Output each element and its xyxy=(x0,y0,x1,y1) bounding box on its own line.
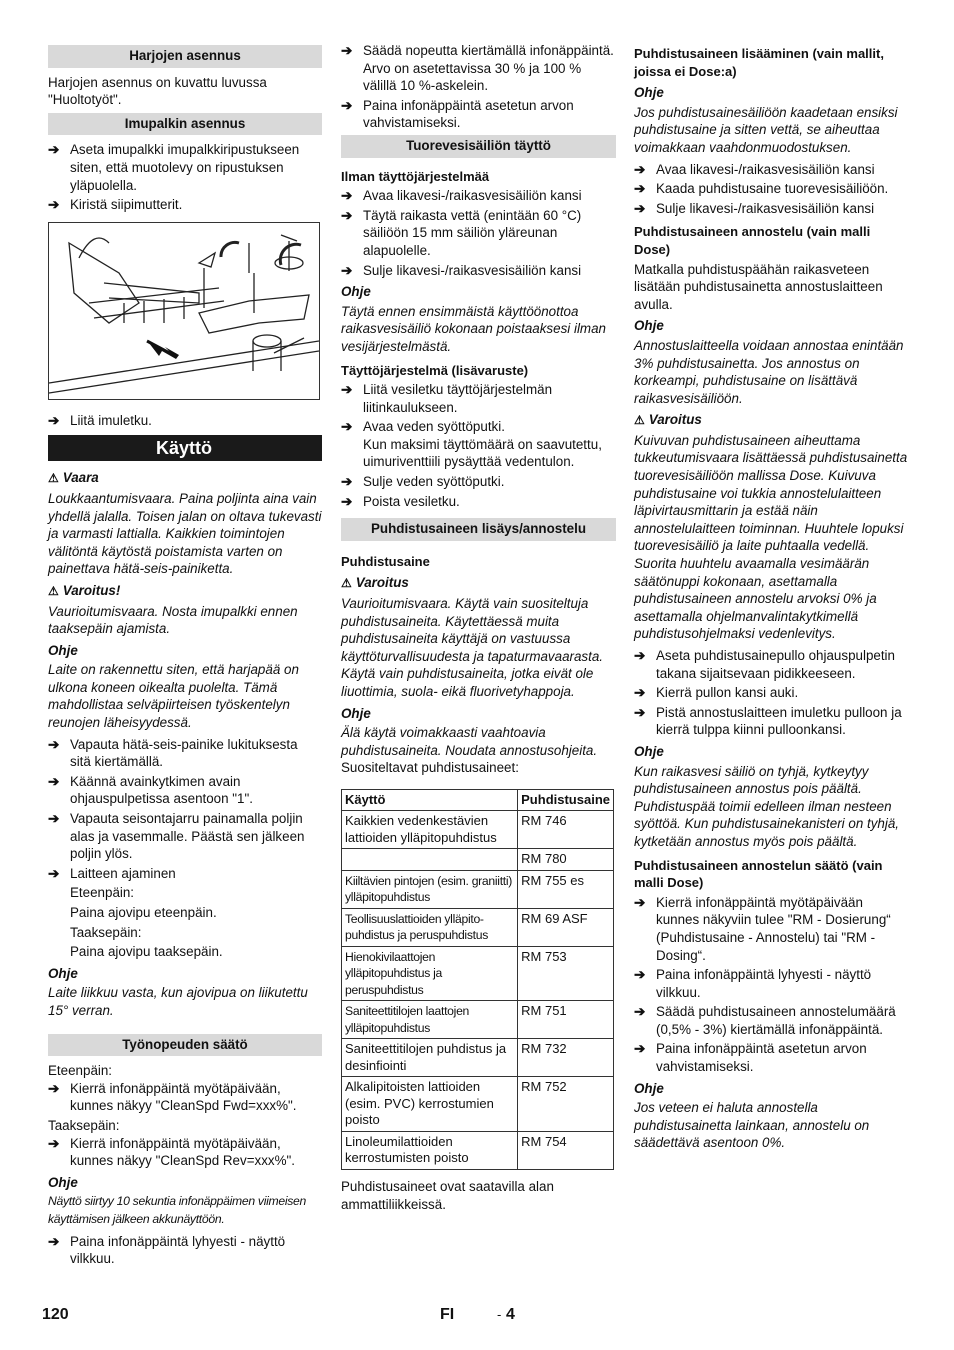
arrow-icon: ➔ xyxy=(634,1041,646,1057)
table-row xyxy=(342,1001,614,1039)
squeegee-drawing xyxy=(49,223,319,399)
table-cell: RM 755 es xyxy=(518,870,614,908)
note-text: Jos veteen ei haluta annostella puhdistusainetta lainkaan, annostelu on säädettävä asentoon 0%. xyxy=(634,1100,870,1151)
warning-text: Vaurioitumisvaara. Käytä vain suositeltuja puhdistusaineita. Käytettäessä muita puhdistusaineita käyttäjä on vastuussa käyttöturvallisuudesta ja tapaturmavaarasta. Käytä vain puhdistusaineita, jotka eivät ole liuottimia, suola- eikä fluorivetyhappoja. xyxy=(341,596,604,699)
warning-text: Kuivuvan puhdistusaineen aiheuttama tukkeutumisvaara lisättäessä puhdistusainetta tuorevesisäiliöön mallissa Dose. Kuivuva puhdistusaine voi tukkia annostelulaitteen läpivirtausmittarin ja estää näin annostelulaitteen toiminnan. Huuhtele lopuksi tuorevesisäiliö ja laite puhtaalla vedellä. Suorita huuhtelu avaamalla vesimäärän säätönuppi kokonaan, asettamalla puhdistusaineen annostelu arvoksi 0% ja asettamalla ohjelmanvalintakytkimellä puhdistusohjelmaksi vedenlevitys. xyxy=(634,432,908,642)
step: ➔ Laitteen ajaminen xyxy=(48,865,176,881)
warning-icon: ⚠ xyxy=(48,471,59,486)
table-row xyxy=(342,849,614,871)
step: ➔ Sulje likavesi-/raikasvesisäiliön kansi xyxy=(341,262,582,278)
arrow-icon: ➔ xyxy=(48,197,60,213)
table-cell: Alkalipitoisten lattioiden (esim. PVC) kerrostumien poisto xyxy=(342,1077,518,1132)
step: ➔ Paina infonäppäintä lyhyesti - näyttö vilkkuu. xyxy=(48,1233,286,1267)
subheading: Ilman täyttöjärjestelmää xyxy=(341,168,490,184)
note-text: Laite liikkuu vasta, kun ajovipua on liikutettu 15° verran. xyxy=(48,985,308,1018)
note-label: Ohje xyxy=(634,1080,664,1096)
warning-icon: ⚠ xyxy=(341,576,352,591)
table-cell: RM 69 ASF xyxy=(518,908,614,946)
paragraph: Suositeltavat puhdistusaineet: xyxy=(341,760,519,776)
step: ➔ Avaa likavesi-/raikasvesisäiliön kansi xyxy=(341,188,582,204)
arrow-icon: ➔ xyxy=(634,1004,646,1020)
arrow-icon: ➔ xyxy=(341,382,353,398)
arrow-icon: ➔ xyxy=(48,1135,60,1151)
note-label: Ohje xyxy=(48,965,78,981)
indented-text: Paina ajovipu eteenpäin. xyxy=(70,905,217,920)
step: ➔ Kaada puhdistusaine tuorevesisäiliöön. xyxy=(634,181,889,197)
indented-text: Eteenpäin: xyxy=(70,885,135,901)
section-heading: Puhdistusaineen lisäys/annostelu xyxy=(341,518,616,541)
arrow-icon: ➔ xyxy=(341,43,353,58)
table-cell: RM 746 xyxy=(518,811,614,849)
table-cell xyxy=(342,849,518,871)
step: ➔ Säädä nopeutta kiertämällä infonäppäintä. Arvo on asetettavissa 30 % ja 100 % välillä 10 %-askelein. xyxy=(341,43,614,94)
table-row xyxy=(342,908,614,946)
arrow-icon: ➔ xyxy=(48,773,60,789)
indented-text: Taaksepäin: xyxy=(70,924,142,940)
note-text: Annostuslaitteella voidaan annostaa enintään 3% puhdistusainetta. Jos annostus on korkeampi, puhdistusaine on lisättävä raikasvesisäiliöön. xyxy=(634,337,904,406)
footer-separator: - xyxy=(497,1307,502,1322)
table-row xyxy=(342,811,614,849)
note-label: Ohje xyxy=(634,318,664,334)
table-row xyxy=(342,1077,614,1132)
language-code: FI xyxy=(440,1306,455,1323)
section-heading: Imupalkin asennus xyxy=(48,113,322,136)
step: ➔ Vapauta seisontajarru painamalla poljin alas ja vasemmalle. Päästä sen jälkeen poljin ylös. xyxy=(48,811,305,862)
arrow-icon: ➔ xyxy=(48,1233,60,1249)
table-cell: Saniteettitilojen laattojen ylläpitopuhdistus xyxy=(342,1001,518,1039)
section-heading: Harjojen asennus xyxy=(48,45,322,68)
table-cell: RM 753 xyxy=(518,946,614,1001)
subheading: Puhdistusaineen annostelu (vain malli Dose) xyxy=(634,224,871,257)
arrow-icon: ➔ xyxy=(48,811,60,827)
warning-label: ⚠ Vaara xyxy=(48,470,99,486)
paragraph: Puhdistusaineet ovat saatavilla alan ammattiliikkeissä. xyxy=(341,1178,554,1212)
note-text: Kun raikasvesi säiliö on tyhjä, kytkeytyy puhdistusaineen annostus pois päältä. Puhdistuspää toimii edelleen ilman nesteen syöttöä. Kun puhdistusainekanisteri on tyhjä, kytketään annostus myös pois päältä. xyxy=(634,763,900,849)
step: ➔ Sulje likavesi-/raikasvesisäiliön kansi xyxy=(634,200,875,216)
note-label: Ohje xyxy=(48,642,78,658)
step: ➔ Kiristä siipimutterit. xyxy=(48,197,183,213)
step: ➔ Paina infonäppäintä asetetun arvon vahvistamiseksi. xyxy=(634,1041,867,1075)
table-header-row xyxy=(342,789,614,811)
note-label: Ohje xyxy=(341,705,371,721)
column-1 xyxy=(48,42,322,1270)
step: ➔ Aseta imupalkki imupalkkiripustukseen siten, että muotolevy on ripustuksen yläpuolella. xyxy=(48,142,300,193)
arrow-icon: ➔ xyxy=(634,200,646,216)
step: ➔ Paina infonäppäintä lyhyesti - näyttö vilkkuu. xyxy=(634,967,872,1000)
note-text: Älä käytä voimakkaasti vaahtoavia puhdistusaineita. Noudata annostusohjeita. xyxy=(341,725,598,758)
step: ➔ Avaa likavesi-/raikasvesisäiliön kansi xyxy=(634,161,875,177)
table-row xyxy=(342,1131,614,1169)
arrow-icon: ➔ xyxy=(48,736,60,752)
table-row xyxy=(342,946,614,1001)
note-text: Täytä ennen ensimmäistä käyttöönottoa raikasvesisäiliö kokonaan poistaaksesi ilman vesijärjestelmästä. xyxy=(341,303,606,354)
paragraph: Harjojen asennus on kuvattu luvussa "Huoltotyöt". xyxy=(48,74,267,108)
table-cell: Saniteettitilojen puhdistus ja desinfiointi xyxy=(342,1039,518,1077)
warning-text: Vaurioitumisvaara. Nosta imupalkki ennen taaksepäin ajamista. xyxy=(48,603,298,637)
table-cell: Hienokivilaattojen ylläpitopuhdistus ja peruspuhdistus xyxy=(342,946,518,1001)
arrow-icon: ➔ xyxy=(48,865,60,881)
arrow-icon: ➔ xyxy=(341,419,353,435)
step: ➔ Vapauta hätä-seis-painike lukituksesta sitä kiertämällä. xyxy=(48,736,298,770)
arrow-icon: ➔ xyxy=(341,207,353,223)
subheading: Täyttöjärjestelmä (lisävaruste) xyxy=(341,362,529,378)
page-number: 120 xyxy=(42,1306,69,1323)
step: ➔ Kierrä infonäppäintä myötäpäivään kunnes näkyviin tulee "RM - Dosierung“ (Puhdistusaine - Annostelu) tai "RM - Dosing“. xyxy=(634,894,891,963)
step: ➔ Kierrä infonäppäintä myötäpäivään, kunnes näkyy "CleanSpd Rev=xxx%". xyxy=(48,1135,295,1169)
step: ➔ Sulje veden syöttöputki. xyxy=(341,474,505,490)
warning-label: ⚠ Varoitus xyxy=(634,412,702,428)
table-cell: Kaikkien vedenkestävien lattioiden ylläpitopuhdistus xyxy=(342,811,518,849)
table-cell: RM 752 xyxy=(518,1077,614,1132)
step: ➔ Liitä imuletku. xyxy=(48,412,152,428)
warning-icon: ⚠ xyxy=(48,583,59,598)
warning-icon: ⚠ xyxy=(634,413,645,428)
step: ➔ Kierrä infonäppäintä myötäpäivään, kunnes näkyy "CleanSpd Fwd=xxx%". xyxy=(48,1080,297,1114)
subheading: Puhdistusaineen lisääminen (vain mallit, joissa ei Dose:a) xyxy=(634,46,884,79)
paragraph: Matkalla puhdistuspäähän raikasveteen lisätään puhdistusainetta annostuslaitteen avulla. xyxy=(634,261,883,312)
detergent-table xyxy=(341,789,614,1170)
arrow-icon: ➔ xyxy=(341,474,353,490)
step: ➔ Pistä annostuslaitteen imuletku pulloon ja kierrä tulppa kiinni pulloonkansi. xyxy=(634,704,902,738)
paragraph: Eteenpäin: xyxy=(48,1063,113,1079)
table-cell: RM 732 xyxy=(518,1039,614,1077)
table-header-cell: Käyttö xyxy=(342,789,518,811)
step: ➔ Paina infonäppäintä asetetun arvon vahvistamiseksi. xyxy=(341,97,574,131)
subheading: Puhdistusaineen annostelun säätö (vain malli Dose) xyxy=(634,857,883,891)
column-2 xyxy=(341,42,616,1217)
step: ➔ Aseta puhdistusainepullo ohjauspulpetin takana sijaitsevaan pidikkeeseen. xyxy=(634,648,895,681)
arrow-icon: ➔ xyxy=(634,894,646,910)
table-header-cell: Puhdistusaine xyxy=(518,789,614,811)
indented-text: Kun maksimi täyttömäärä on saavutettu, uimuriventtiili pysäyttää vedentulon. xyxy=(363,436,602,470)
arrow-icon: ➔ xyxy=(634,648,646,663)
arrow-icon: ➔ xyxy=(634,685,646,701)
arrow-icon: ➔ xyxy=(341,188,353,204)
step: ➔ Avaa veden syöttöputki. xyxy=(341,419,505,435)
indented-text: Paina ajovipu taaksepäin. xyxy=(70,944,223,960)
table-row xyxy=(342,870,614,908)
table-cell: Linoleumilattioiden kerrostumisten poisto xyxy=(342,1131,518,1169)
arrow-icon: ➔ xyxy=(341,97,353,113)
arrow-icon: ➔ xyxy=(634,161,646,177)
note-label: Ohje xyxy=(634,743,664,759)
column-3 xyxy=(634,42,908,1156)
section-heading: Tuorevesisäiliön täyttö xyxy=(341,135,616,158)
step: ➔ Käännä avainkytkimen avain ohjauspulpetissa asentoon "1". xyxy=(48,773,253,807)
warning-text: Loukkaantumisvaara. Paina poljinta aina vain yhdellä jalalla. Toisen jalan on oltava tukevasti ja varmasti lattialla. Kaikkien toimintojen välitöntä käytöstä poistamista varten on painettava hätä-seis-painiketta. xyxy=(48,490,322,577)
arrow-icon: ➔ xyxy=(634,181,646,197)
step: ➔ Poista vesiletku. xyxy=(341,493,460,509)
chapter-heading: Käyttö xyxy=(48,435,322,461)
arrow-icon: ➔ xyxy=(634,967,646,983)
table-cell: Kiiltävien pintojen (esim. graniitti) ylläpitopuhdistus xyxy=(342,870,518,908)
arrow-icon: ➔ xyxy=(341,493,353,509)
table-cell: RM 754 xyxy=(518,1131,614,1169)
note-text: Näyttö siirtyy 10 sekuntia infonäppäimen viimeisen käyttämisen jälkeen akkunäyttöön. xyxy=(48,1194,306,1226)
section-page-number: 4 xyxy=(506,1306,515,1323)
table-cell: RM 780 xyxy=(518,849,614,871)
arrow-icon: ➔ xyxy=(48,1080,60,1096)
arrow-icon: ➔ xyxy=(48,142,60,158)
table-cell: RM 751 xyxy=(518,1001,614,1039)
squeegee-mount-illustration xyxy=(48,222,320,400)
arrow-icon: ➔ xyxy=(48,412,60,428)
step: ➔ Liitä vesiletku täyttöjärjestelmän liitinkaulukseen. xyxy=(341,382,553,415)
paragraph: Taaksepäin: xyxy=(48,1117,120,1133)
step: ➔ Säädä puhdistusaineen annostelumäärä (0,5% - 3%) kiertämällä infonäppäintä. xyxy=(634,1004,896,1037)
note-text: Jos puhdistusainesäiliöön kaadetaan ensiksi puhdistusaine ja sitten vettä, se aiheuttaa voimakkaan vaahdonmuodostuksen. xyxy=(634,104,898,155)
note-text: Laite on rakennettu siten, että harjapää on ulkona koneen oikealta puolelta. Tämä mahdollistaa selväpiirteisen työskentelyn reunojen läheisyydessä. xyxy=(48,662,299,731)
note-label: Ohje xyxy=(341,284,371,300)
note-label: Ohje xyxy=(634,85,664,101)
step: ➔ Kierrä pullon kansi auki. xyxy=(634,685,799,701)
subheading: Puhdistusaine xyxy=(341,553,430,569)
warning-label: ⚠ Varoitus xyxy=(341,575,409,591)
warning-label: ⚠ Varoitus! xyxy=(48,582,121,598)
table-row xyxy=(342,1039,614,1077)
step: ➔ Täytä raikasta vettä (enintään 60 °C) säiliöön 15 mm säiliön yläreunan alapuolelle. xyxy=(341,207,582,258)
arrow-icon: ➔ xyxy=(341,262,353,278)
table-cell: Teollisuuslattioiden ylläpito- puhdistus ja peruspuhdistus xyxy=(342,908,518,946)
section-heading: Työnopeuden säätö xyxy=(48,1034,322,1057)
note-label: Ohje xyxy=(48,1174,78,1190)
arrow-icon: ➔ xyxy=(634,704,646,720)
